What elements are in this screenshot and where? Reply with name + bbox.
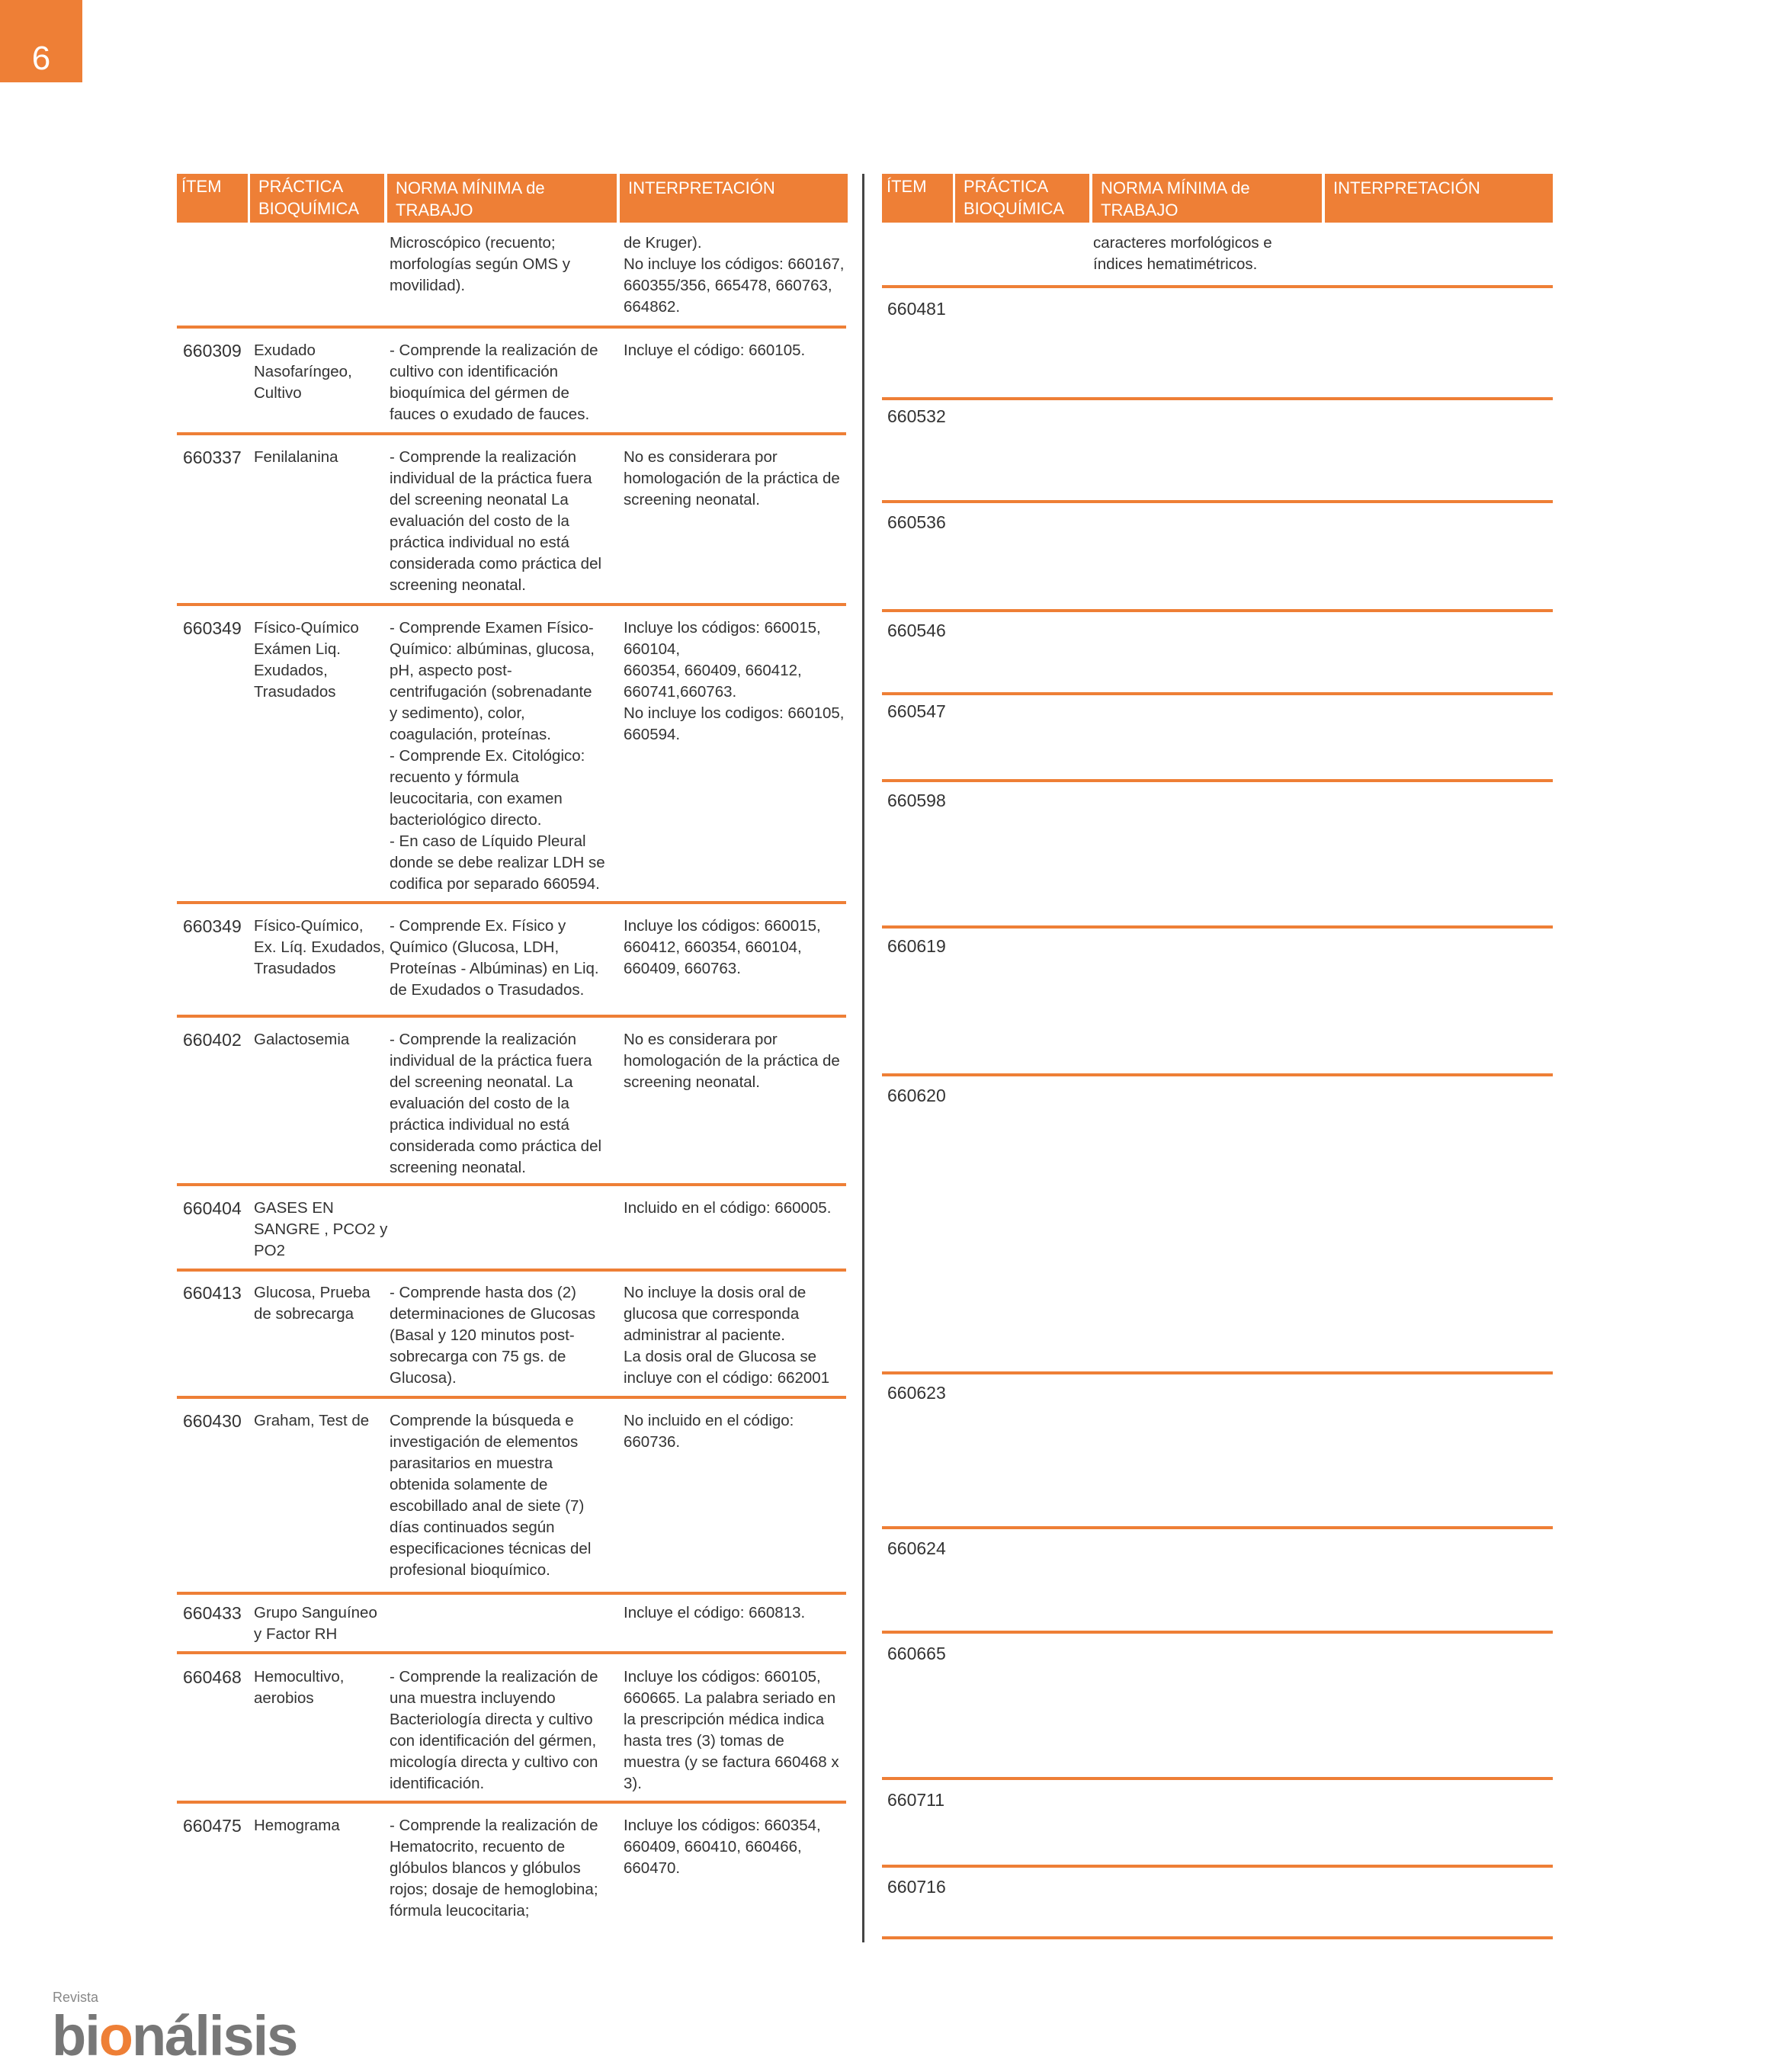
- item-code: 660402: [183, 1030, 242, 1050]
- item-code: 660620: [887, 1086, 946, 1105]
- practice-name: Graham, Test de: [254, 1412, 370, 1429]
- row-separator: [177, 1592, 846, 1595]
- row-separator: [882, 1631, 1553, 1634]
- item-code: 660468: [183, 1667, 242, 1687]
- row-separator: [882, 1371, 1553, 1374]
- row-separator: [882, 609, 1553, 612]
- row-separator: [177, 1801, 846, 1804]
- row-separator: [177, 901, 846, 904]
- item-code: 660532: [887, 406, 946, 426]
- interpretation-text: Incluye los códigos: 660015, 660412, 660354, 660104, 660409, 660763.: [624, 917, 821, 977]
- row-separator: [177, 1183, 846, 1186]
- item-code: 660481: [887, 299, 946, 319]
- header-practica: PRÁCTICA BIOQUÍMICA: [250, 174, 384, 223]
- item-code: 660475: [183, 1816, 242, 1836]
- norm-text: - Comprende la realización individual de la práctica fuera del screening neonatal. La evaluación del costo de la práctica individual no está considerada como práctica del screening neonatal.: [390, 1031, 602, 1176]
- row-separator: [882, 1936, 1553, 1939]
- page-number: 6: [31, 40, 51, 77]
- header-item: ÍTEM: [177, 174, 248, 223]
- logo-revista-label: Revista: [53, 1990, 99, 2005]
- interpretation-text: No es considerara por homologación de la práctica de screening neonatal.: [624, 1031, 840, 1091]
- practice-name: Grupo Sanguíneo y Factor RH: [254, 1604, 377, 1643]
- item-code: 660337: [183, 447, 242, 467]
- item-code: 660404: [183, 1198, 242, 1218]
- left-table-header: [177, 174, 848, 223]
- row-separator: [882, 285, 1553, 288]
- norm-text: - Comprende hasta dos (2) determinaciones de Glucosas (Basal y 120 minutos post- sobrecarga con 75 gs. de Glucosa).: [390, 1284, 596, 1387]
- row-separator: [882, 397, 1553, 400]
- item-code: 660536: [887, 512, 946, 532]
- row-separator: [882, 779, 1553, 782]
- item-code: 660349: [183, 916, 242, 936]
- column-divider: [862, 174, 864, 1942]
- item-code: 660623: [887, 1383, 946, 1403]
- item-code: 660665: [887, 1644, 946, 1663]
- right-table: [882, 174, 1553, 1897]
- item-code: 660619: [887, 936, 946, 956]
- interpretation-text: de Kruger). No incluye los códigos: 660167, 660355/356, 665478, 660763, 664862.: [624, 234, 845, 316]
- practice-name: Glucosa, Prueba de sobrecarga: [254, 1284, 370, 1323]
- row-separator: [177, 1269, 846, 1272]
- practice-name: Fenilalanina: [254, 448, 338, 466]
- item-code: 660598: [887, 791, 946, 810]
- norm-text: - Comprende la realización individual de la práctica fuera del screening neonatal La evaluación del costo de la práctica individual no está considerada como práctica del screening neonatal.: [390, 448, 602, 594]
- norm-text: Comprende la búsqueda e investigación de elementos parasitarios en muestra obtenida solamente de escobillado anal de siete (7) días continuados según especificaciones técnicas del profesional bioquímico.: [390, 1412, 592, 1579]
- practice-name: Galactosemia: [254, 1031, 350, 1048]
- item-code: 660547: [887, 701, 946, 721]
- interpretation-text: Incluye los códigos: 660105, 660665. La palabra seriado en la prescripción médica indica hasta tres (3) tomas de muestra (y se factura 660468 x 3).: [624, 1668, 839, 1792]
- row-separator: [177, 432, 846, 435]
- norm-text: - Comprende Ex. Físico y Químico (Glucosa, LDH, Proteínas - Albúminas) en Liq. de Exudados o Trasudados.: [390, 917, 599, 999]
- interpretation-text: Incluido en el código: 660005.: [624, 1199, 832, 1217]
- header-interpretacion: INTERPRETACIÓN: [1325, 174, 1553, 223]
- practice-name: Físico-Químico Exámen Liq. Exudados, Trasudados: [254, 619, 359, 701]
- row-separator: [177, 326, 846, 329]
- interpretation-text: caracteres morfológicos e índices hematimétricos.: [1093, 234, 1272, 273]
- row-separator: [882, 692, 1553, 695]
- header-norma: NORMA MÍNIMA de TRABAJO: [387, 174, 617, 223]
- practice-name: GASES EN SANGRE , PCO2 y PO2: [254, 1199, 388, 1259]
- header-item: ÍTEM: [882, 174, 953, 223]
- right-table-header: [882, 174, 1553, 223]
- header-interpretacion: INTERPRETACIÓN: [620, 174, 848, 223]
- norm-text: - Comprende la realización de cultivo con identificación bioquímica del gérmen de fauces o exudado de fauces.: [390, 342, 598, 423]
- item-code: 660716: [887, 1877, 946, 1897]
- row-separator: [177, 1396, 846, 1399]
- row-separator: [882, 1777, 1553, 1780]
- practice-name: Exudado Nasofaríngeo, Cultivo: [254, 342, 352, 402]
- practice-name: Hemograma: [254, 1817, 340, 1834]
- interpretation-text: No incluye la dosis oral de glucosa que corresponda administrar al paciente. La dosis oral de Glucosa se incluye con el código: 662001: [624, 1284, 830, 1387]
- item-code: 660413: [183, 1283, 242, 1303]
- practice-name: Físico-Químico, Ex. Líq. Exudados, Trasudados: [254, 917, 386, 977]
- row-separator: [882, 1526, 1553, 1529]
- norm-text: - Comprende la realización de Hematocrito, recuento de glóbulos blancos y glóbulos rojos; dosaje de hemoglobina; fórmula leucocitaria;: [390, 1817, 598, 1920]
- item-code: 660711: [887, 1790, 945, 1810]
- item-code: 660430: [183, 1411, 242, 1431]
- left-table: [177, 174, 848, 1920]
- header-norma: NORMA MÍNIMA de TRABAJO: [1092, 174, 1322, 223]
- logo-text-o: o: [98, 2004, 132, 2067]
- interpretation-text: No es considerara por homologación de la práctica de screening neonatal.: [624, 448, 840, 508]
- page-number-tab: [0, 0, 82, 82]
- interpretation-text: Incluye los códigos: 660354, 660409, 660410, 660466, 660470.: [624, 1817, 821, 1877]
- interpretation-text: Incluye los códigos: 660015, 660104, 660354, 660409, 660412, 660741,660763. No incluye los codigos: 660105, 660594.: [624, 619, 845, 743]
- norm-text: Microscópico (recuento; morfologías según OMS y movilidad).: [390, 234, 570, 294]
- norm-text: - Comprende Examen Físico- Químico: albúminas, glucosa, pH, aspecto post- centrifugación (sobrenadante y sedimento), color, coagulación, proteínas. - Comprende Ex. Citológico: recuento y fórmula leucocitaria, con examen bacteriológico directo. - En caso de Líquido Pleural donde se debe realizar LDH se codifica por separado 660594.: [390, 619, 605, 893]
- item-code: 660349: [183, 618, 242, 638]
- header-practica: PRÁCTICA BIOQUÍMICA: [955, 174, 1089, 223]
- norm-text: - Comprende la realización de una muestra incluyendo Bacteriología directa y cultivo con identificación del gérmen, micología directa y cultivo con identificación.: [390, 1668, 598, 1792]
- logo-text-pre: bi: [52, 2004, 99, 2067]
- item-code: 660433: [183, 1603, 242, 1623]
- item-code: 660624: [887, 1538, 946, 1558]
- row-separator: [177, 1015, 846, 1018]
- row-separator: [882, 1865, 1553, 1868]
- practice-name: Hemocultivo, aerobios: [254, 1668, 345, 1707]
- interpretation-text: No incluido en el código: 660736.: [624, 1412, 794, 1451]
- row-separator: [882, 500, 1553, 503]
- logo-text-post: nálisis: [131, 2004, 297, 2067]
- row-separator: [882, 925, 1553, 929]
- interpretation-text: Incluye el código: 660813.: [624, 1604, 806, 1621]
- row-separator: [177, 1651, 846, 1654]
- item-code: 660546: [887, 621, 946, 640]
- row-separator: [882, 1073, 1553, 1076]
- row-separator: [177, 603, 846, 606]
- item-code: 660309: [183, 341, 242, 361]
- interpretation-text: Incluye el código: 660105.: [624, 342, 806, 359]
- bioanalisis-logo: [52, 2003, 297, 2068]
